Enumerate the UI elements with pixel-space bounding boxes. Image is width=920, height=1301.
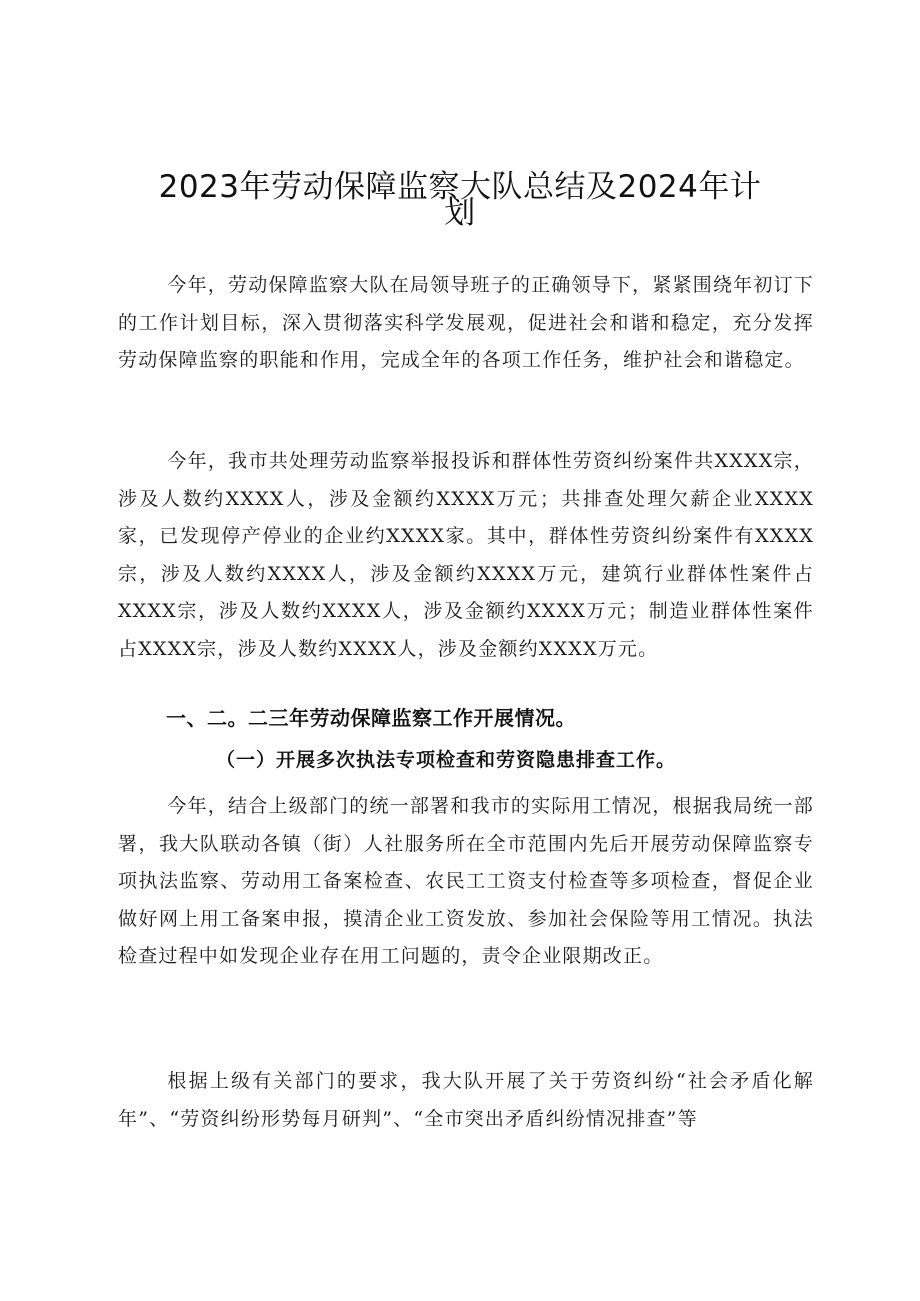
dispute-paragraph: 根据上级有关部门的要求，我大队开展了关于劳资纠纷“社会矛盾化解年”、“劳资纠纷形势每月研判”、“全市突出矛盾纠纷情况排查”等 [118, 1070, 814, 1130]
document-title-line-2: 划 [444, 195, 476, 231]
intro-paragraph: 今年，劳动保障监察大队在局领导班子的正确领导下，紧紧围绕年初订下的工作计划目标，深入贯彻落实科学发展观，促进社会和谐和稳定，充分发挥劳动保障监察的职能和作用，完成全年的各项工作任务，维护社会和谐稳定。 [118, 274, 814, 371]
subsection-heading: （一）开展多次执法专项检查和劳资隐患排查工作。 [216, 749, 677, 771]
inspection-paragraph: 今年，结合上级部门的统一部署和我市的实际用工情况，根据我局统一部署，我大队联动各镇（街）人社服务所在全市范围内先后开展劳动保障监察专项执法监察、劳动用工备案检查、农民工工资支付检查等多项检查，督促企业做好网上用工备案申报，摸清企业工资发放、参加社会保险等用工情况。执法检查过程中如发现企业存在用工问题的，责令企业限期改正。 [118, 795, 814, 967]
document-title-line-1: 2023年劳动保障监察大队总结及2024年计 [158, 169, 762, 205]
statistics-paragraph: 今年，我市共处理劳动监察举报投诉和群体性劳资纠纷案件共XXXX宗，涉及人数约XXXX人，涉及金额约XXXX万元；共排查处理欠薪企业XXXX家，已发现停产停业的企业约XXXX家。其中，群体性劳资纠纷案件有XXXX宗，涉及人数约XXXX人，涉及金额约XXXX万元，建筑行业群体性案件占XXXX宗，涉及人数约XXXX人，涉及金额约XXXX万元；制造业群体性案件占XXXX宗，涉及人数约XXXX人，涉及金额约XXXX万元。 [118, 450, 814, 660]
section-heading: 一、二。二三年劳动保障监察工作开展情况。 [166, 706, 576, 730]
